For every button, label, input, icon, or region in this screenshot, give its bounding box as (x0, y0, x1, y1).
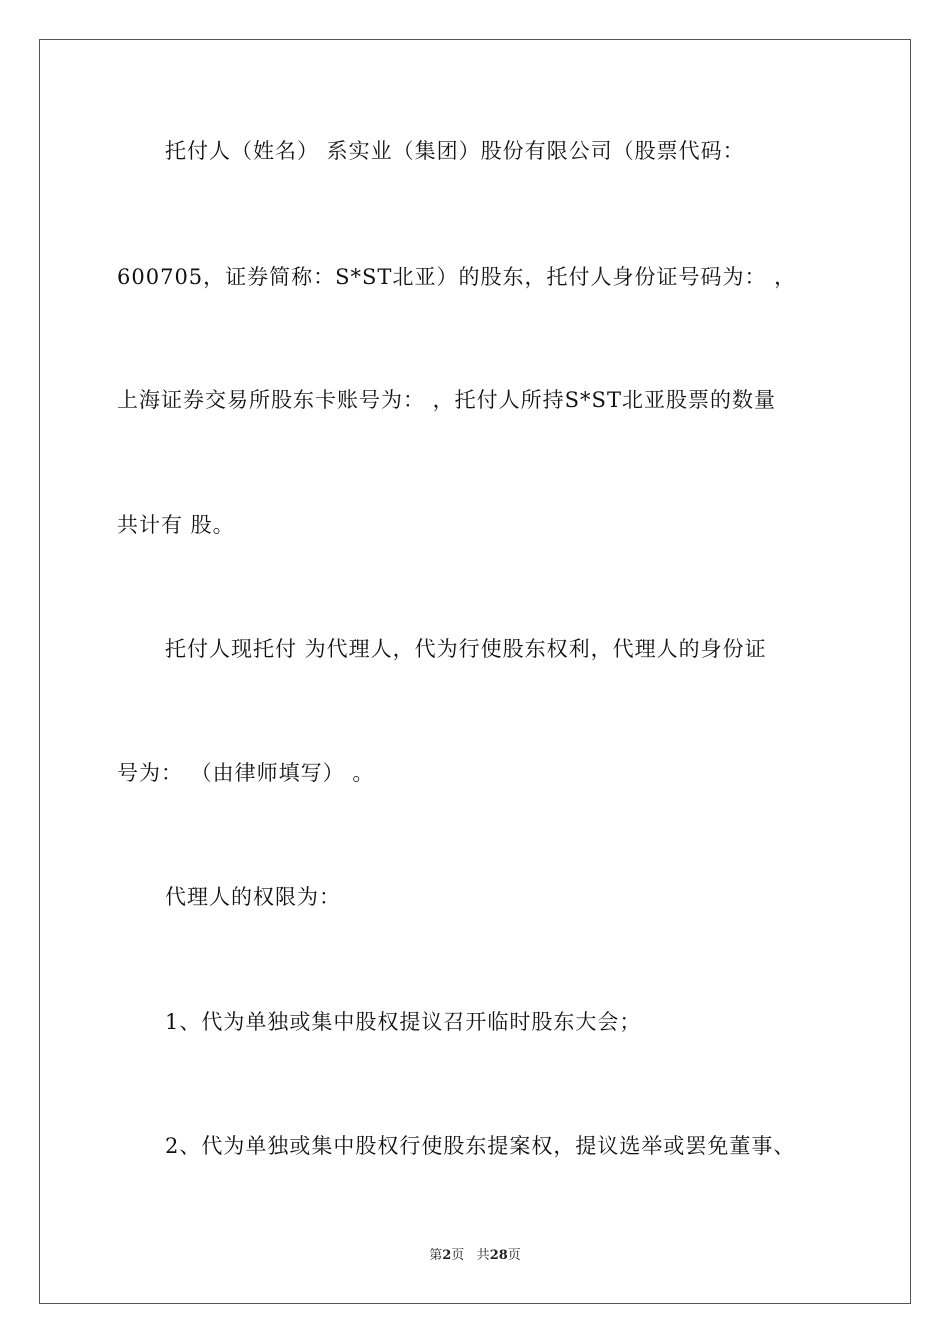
text-line-4: 共计有 股。 (117, 513, 235, 537)
page-footer (0, 1247, 950, 1265)
footer-total-prefix: 共 (476, 1248, 490, 1263)
footer-page-suffix: 页 (451, 1248, 465, 1263)
text-line-5: 托付人现托付 为代理人，代为行使股东权利，代理人的身份证 (165, 637, 767, 661)
page-border (39, 39, 911, 1304)
text-line-2: 600705，证券简称：S*ST北亚）的股东，托付人身份证号码为： ， (117, 265, 797, 289)
text-line-3: 上海证券交易所股东卡账号为： ，托付人所持S*ST北亚股票的数量 (117, 388, 776, 412)
text-line-1: 托付人（姓名） 系实业（集团）股份有限公司（股票代码： (165, 139, 745, 163)
text-line-9: 2、代为单独或集中股权行使股东提案权，提议选举或罢免董事、 (165, 1134, 796, 1158)
footer-page-number: 2 (442, 1248, 452, 1263)
text-line-7: 代理人的权限为： (165, 885, 341, 909)
text-line-8: 1、代为单独或集中股权提议召开临时股东大会； (165, 1010, 642, 1034)
footer-total-suffix: 页 (507, 1248, 521, 1263)
footer-page-prefix: 第 (429, 1248, 443, 1263)
text-line-6: 号为： （由律师填写） 。 (117, 761, 375, 785)
footer-total-pages: 28 (489, 1248, 508, 1263)
